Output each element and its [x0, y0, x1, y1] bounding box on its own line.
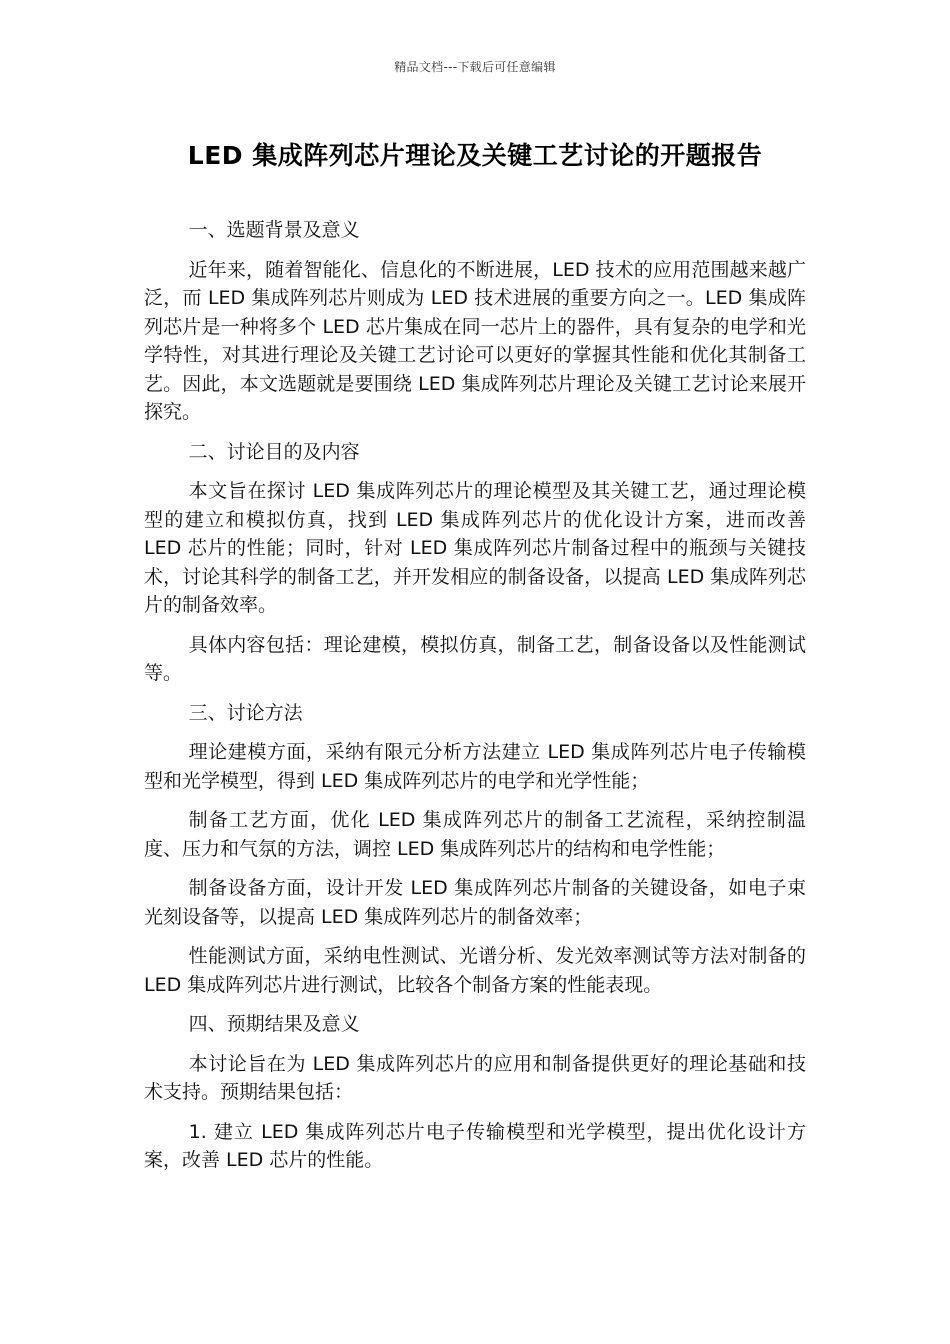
document-title: LED 集成阵列芯片理论及关键工艺讨论的开题报告: [187, 141, 763, 170]
section-heading-methods: 三、讨论方法: [188, 701, 303, 724]
paragraph-method-process: 制备工艺方面，优化 LED 集成阵列芯片的制备工艺流程，采纳控制温度、压力和气氛的方法，调控 LED 集成阵列芯片的结构和电学性能；: [144, 809, 806, 860]
section-heading-objectives: 二、讨论目的及内容: [188, 440, 360, 463]
paragraph-objectives: 本文旨在探讨 LED 集成阵列芯片的理论模型及其关键工艺，通过理论模型的建立和模拟仿真，找到 LED 集成阵列芯片的优化设计方案，进而改善 LED 芯片的性能；同时，针对 LED 集成阵列芯片制备过程中的瓶颈与关键技术，讨论其科学的制备工艺，并开发相应的制备设备，以提高 LED 集成阵列芯片的制备效率。: [144, 480, 806, 616]
page-header-watermark: 精品文档---下载后可任意编辑: [394, 60, 556, 74]
section-heading-expected-results: 四、预期结果及意义: [188, 1013, 360, 1035]
paragraph-method-equipment: 制备设备方面，设计开发 LED 集成阵列芯片制备的关键设备，如电子束光刻设备等，以提高 LED 集成阵列芯片的制备效率；: [144, 877, 806, 928]
paragraph-method-testing: 性能测试方面，采纳电性测试、光谱分析、发光效率测试等方法对制备的 LED 集成阵列芯片进行测试，比较各个制备方案的性能表现。: [144, 945, 806, 996]
section-heading-background: 一、选题背景及意义: [188, 219, 360, 241]
paragraph-content-list: 具体内容包括：理论建模，模拟仿真，制备工艺，制备设备以及性能测试等。: [144, 633, 806, 684]
paragraph-background: 近年来，随着智能化、信息化的不断进展，LED 技术的应用范围越来越广泛，而 LED 集成阵列芯片则成为 LED 技术进展的重要方向之一。LED 集成阵列芯片是一种将多个 LED 芯片集成在同一芯片上的器件，具有复杂的电学和光学特性，对其进行理论及关键工艺讨论可以更好的掌握其性能和优化其制备工艺。因此，本文选题就是要围绕 LED 集成阵列芯片理论及关键工艺讨论来展开探究。: [144, 258, 806, 423]
paragraph-expected-results: 本讨论旨在为 LED 集成阵列芯片的应用和制备提供更好的理论基础和技术支持。预期结果包括：: [144, 1052, 806, 1103]
list-item-result-1: 1. 建立 LED 集成阵列芯片电子传输模型和光学模型，提出优化设计方案，改善 LED 芯片的性能。: [144, 1120, 806, 1171]
paragraph-method-modeling: 理论建模方面，采纳有限元分析方法建立 LED 集成阵列芯片电子传输模型和光学模型，得到 LED 集成阵列芯片的电学和光学性能；: [144, 741, 806, 792]
document-body: [144, 216, 806, 1186]
